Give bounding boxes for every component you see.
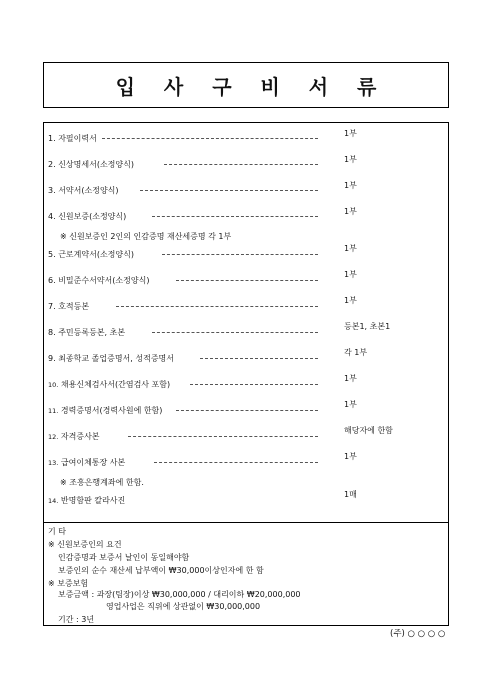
item-quantity: 해당자에 한함 (344, 426, 393, 435)
leader-line (200, 358, 318, 359)
other-line: 보증금액 : 과장(팀장)이상 ₩30,000,000 / 대리이하 ₩20,000,000 (58, 590, 301, 599)
leader-line (176, 410, 318, 411)
company-name: (주) ○ ○ ○ ○ (390, 629, 446, 639)
item-label: 11. 경력증명서(경력사원에 한함) (48, 406, 163, 415)
leader-line (176, 280, 318, 281)
item-quantity: 1부 (344, 155, 357, 164)
list-item (44, 452, 448, 471)
item-label: 14. 반명함판 칼라사진 (48, 496, 126, 505)
leader-line (154, 462, 318, 463)
guarantor-note: ※ 신원보증인 2인의 인감증명 재산세증명 각 1부 (60, 232, 232, 241)
item-quantity: 1매 (344, 490, 357, 499)
list-item (44, 207, 448, 225)
other-line: 인감증명과 보증서 날인이 동일해야함 (58, 553, 190, 562)
leader-line (152, 332, 318, 333)
bank-account-note: ※ 조흥은행계좌에 한함. (60, 478, 144, 487)
leader-line (152, 216, 318, 217)
item-quantity: 1부 (344, 244, 357, 253)
list-item (44, 129, 448, 147)
list-item (44, 400, 448, 419)
item-quantity: 1부 (344, 181, 357, 190)
list-item (44, 155, 448, 173)
item-label: 5. 근로계약서(소정양식) (48, 250, 134, 259)
list-item (44, 374, 448, 393)
list-item (44, 181, 448, 199)
document-title-box (43, 62, 449, 108)
leader-line (102, 138, 318, 139)
leader-line (116, 306, 318, 307)
item-label: 1. 자필이력서 (48, 134, 97, 143)
list-item (44, 490, 448, 509)
item-label: 12. 자격증사본 (48, 432, 100, 441)
item-quantity: 1부 (344, 296, 357, 305)
leader-line (140, 190, 318, 191)
list-item (44, 322, 448, 341)
item-label: 9. 최종학교 졸업증명서, 성적증명서 (48, 354, 175, 363)
other-line: ※ 신원보증인의 요건 (48, 540, 122, 549)
item-quantity: 각 1부 (344, 348, 368, 357)
item-quantity: 1부 (344, 374, 357, 383)
item-label: 8. 주민등록등본, 초본 (48, 328, 126, 337)
item-label: 2. 신상명세서(소정양식) (48, 160, 134, 169)
other-line: ※ 보증보험 (48, 579, 89, 588)
other-heading: 기 타 (48, 527, 66, 536)
document-title: 입 사 구 비 서 류 (115, 74, 388, 99)
item-label: 13. 급여이체통장 사본 (48, 458, 126, 467)
list-item (44, 244, 448, 263)
other-line: 영업사업은 직위에 상관없이 ₩30,000,000 (106, 602, 261, 611)
item-label: 6. 비밀준수서약서(소정양식) (48, 276, 150, 285)
other-section (43, 523, 449, 626)
list-item (44, 270, 448, 289)
list-item (44, 348, 448, 367)
item-quantity: 등본1, 초본1 (344, 322, 391, 331)
item-quantity: 1부 (344, 207, 357, 216)
item-label: 4. 신원보증(소정양식) (48, 212, 127, 221)
other-line: 기간 : 3년 (58, 615, 95, 624)
required-documents-list (43, 122, 449, 523)
list-item (44, 296, 448, 315)
leader-line (128, 436, 318, 437)
leader-line (164, 164, 318, 165)
item-quantity: 1부 (344, 452, 357, 461)
item-quantity: 1부 (344, 129, 357, 138)
other-line: 보증인의 순수 재산세 납부액이 ₩30,000이상인자에 한 함 (58, 566, 264, 575)
item-quantity: 1부 (344, 270, 357, 279)
item-label: 7. 호적등본 (48, 302, 90, 311)
leader-line (190, 384, 318, 385)
list-item (44, 426, 448, 445)
item-quantity: 1부 (344, 400, 357, 409)
item-label: 10. 채용신체검사서(간염검사 포함) (48, 380, 171, 389)
item-label: 3. 서약서(소정양식) (48, 186, 119, 195)
leader-line (162, 254, 318, 255)
